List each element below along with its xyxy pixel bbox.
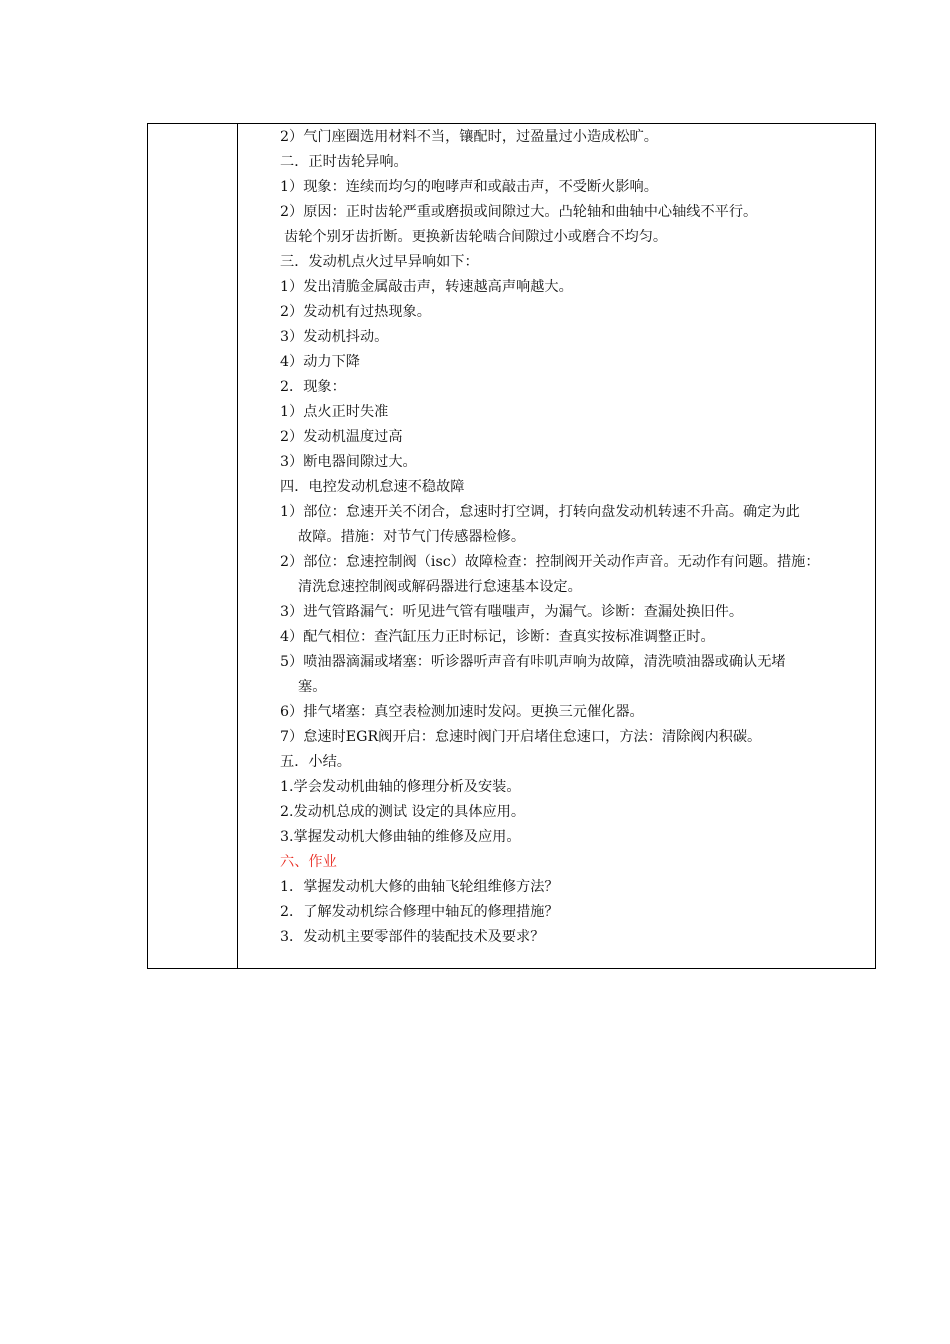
text-line: 3）断电器间隙过大。 — [280, 454, 417, 470]
section-heading: 二．正时齿轮异响。 — [280, 154, 408, 170]
text-line: 1）点火正时失准 — [280, 404, 389, 420]
text-line: 3.掌握发动机大修曲轴的维修及应用。 — [280, 829, 521, 845]
text-line: 5）喷油器滴漏或堵塞：听诊器听声音有咔叽声响为故障，清洗喷油器或确认无堵 — [280, 654, 786, 670]
text-line: 2．现象： — [280, 379, 346, 395]
text-line: 6）排气堵塞：真空表检测加速时发闷。更换三元催化器。 — [280, 704, 644, 720]
text-line: 2）原因：正时齿轮严重或磨损或间隙过大。凸轮轴和曲轴中心轴线不平行。 — [280, 204, 758, 220]
text-line: 3）进气管路漏气：听见进气管有嗤嗤声，为漏气。诊断：查漏处换旧件。 — [280, 604, 744, 620]
section-heading: 五．小结。 — [280, 754, 351, 770]
text-line: 塞。 — [298, 679, 327, 695]
text-line: 7）怠速时EGR阀开启：怠速时阀门开启堵住怠速口，方法：清除阀内积碳。 — [280, 729, 762, 745]
left-column-cell — [148, 124, 238, 968]
text-line: 4）配气相位：查汽缸压力正时标记，诊断：查真实按标准调整正时。 — [280, 629, 715, 645]
text-line: 清洗怠速控制阀或解码器进行怠速基本设定。 — [298, 579, 582, 595]
text-line: 2）气门座圈选用材料不当，镶配时，过盈量过小造成松旷。 — [280, 129, 658, 145]
section-heading: 三．发动机点火过早异响如下： — [280, 254, 479, 270]
text-line: 1）发出清脆金属敲击声，转速越高声响越大。 — [280, 279, 573, 295]
content-table — [147, 123, 876, 969]
text-line: 故障。措施：对节气门传感器检修。 — [298, 529, 526, 545]
homework-item: 2．了解发动机综合修理中轴瓦的修理措施？ — [280, 904, 559, 920]
text-line: 齿轮个别牙齿折断。更换新齿轮啮合间隙过小或磨合不均匀。 — [284, 229, 668, 245]
text-line: 3）发动机抖动。 — [280, 329, 389, 345]
homework-heading: 六、作业 — [280, 854, 337, 870]
homework-item: 3．发动机主要零部件的装配技术及要求？ — [280, 929, 545, 945]
text-line: 2）发动机有过热现象。 — [280, 304, 431, 320]
homework-item: 1．掌握发动机大修的曲轴飞轮组维修方法？ — [280, 879, 559, 895]
text-line: 2）部位：怠速控制阀（isc）故障检查：控制阀开关动作声音。无动作有问题。措施： — [280, 554, 820, 570]
text-line: 1.学会发动机曲轴的修理分析及安装。 — [280, 779, 521, 795]
text-line: 1）部位：怠速开关不闭合，怠速时打空调，打转向盘发动机转速不升高。确定为此 — [280, 504, 800, 520]
right-column-cell — [239, 124, 875, 968]
text-line: 2）发动机温度过高 — [280, 429, 403, 445]
section-heading: 四．电控发动机怠速不稳故障 — [280, 479, 465, 495]
text-line: 2.发动机总成的测试 设定的具体应用。 — [280, 804, 526, 820]
text-line: 4）动力下降 — [280, 354, 360, 370]
text-line: 1）现象：连续而均匀的咆哮声和或敲击声，不受断火影响。 — [280, 179, 658, 195]
